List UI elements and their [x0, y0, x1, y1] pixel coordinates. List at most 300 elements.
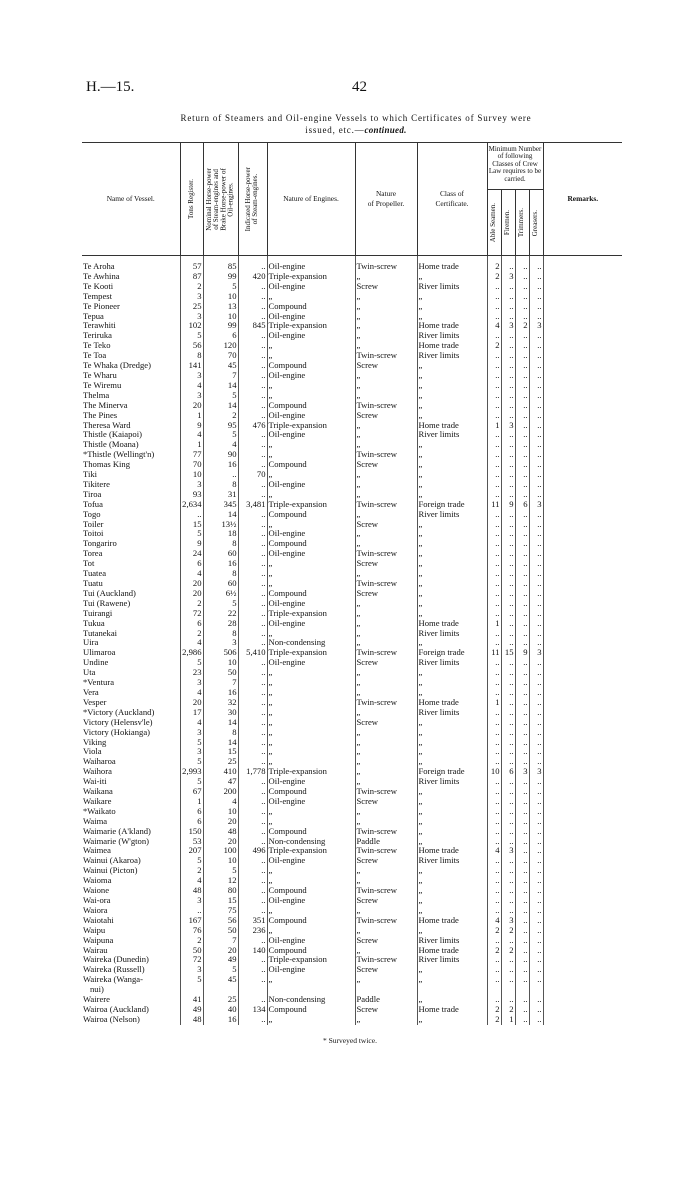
firemen-cell: .. [501, 708, 515, 718]
vessel-name-cell: Tiki [83, 470, 98, 480]
propeller-type-cell: „ [355, 678, 417, 688]
table-row [82, 430, 622, 440]
vessel-name-cell: Te Aroha [83, 261, 115, 271]
greasers-cell: .. [529, 688, 543, 698]
tons-register-cell: 2,993 [180, 767, 203, 777]
vessel-name-cell: Tuatu [83, 579, 103, 588]
remarks-cell [543, 757, 622, 767]
engine-type-cell [267, 985, 355, 995]
indicated-hp-cell: .. [238, 668, 267, 678]
tons-register-cell: 8 [180, 351, 203, 361]
firemen-cell: .. [501, 856, 515, 866]
indicated-hp-cell: 5,410 [238, 648, 267, 658]
nominal-hp-cell: 14 [203, 510, 238, 520]
greasers-cell: .. [529, 539, 543, 549]
tons-register-cell: 3 [180, 480, 203, 490]
indicated-hp-cell: .. [238, 351, 267, 361]
able-seamen-cell: 2 [487, 926, 501, 936]
certificate-class-cell: „ [417, 272, 487, 282]
table-row [82, 401, 622, 411]
certificate-class-cell: Home trade [417, 619, 487, 629]
trimmers-cell: .. [515, 965, 529, 975]
table-row [82, 876, 622, 886]
trimmers-cell: .. [515, 708, 529, 718]
tons-register-cell: 3 [180, 292, 203, 302]
table-row [82, 995, 622, 1005]
firemen-cell: .. [501, 866, 515, 876]
firemen-cell: .. [501, 430, 515, 440]
able-seamen-cell: .. [487, 599, 501, 609]
engine-type-cell: „ [267, 866, 355, 876]
certificate-class-cell: „ [417, 539, 487, 549]
vessel-name-cell: Waimea [83, 846, 111, 856]
firemen-cell: 1 [501, 1015, 515, 1025]
able-seamen-cell: .. [487, 292, 501, 302]
nominal-hp-cell: 15 [203, 747, 238, 757]
nominal-hp-cell: 5 [203, 391, 238, 401]
firemen-cell: .. [501, 955, 515, 965]
propeller-type-cell: „ [355, 331, 417, 341]
vessel-name-cell: Victory (Hokianga) [83, 727, 151, 737]
certificate-class-cell: Foreign trade [417, 648, 487, 658]
table-row [82, 450, 622, 460]
engine-type-cell: „ [267, 579, 355, 589]
certificate-class-cell: „ [417, 975, 487, 985]
col-header-trimmers: Trimmers. [517, 208, 526, 238]
vessel-name-cell: Theresa Ward [83, 420, 131, 430]
able-seamen-cell: .. [487, 747, 501, 757]
engine-type-cell: „ [267, 490, 355, 500]
table-row [82, 292, 622, 302]
greasers-cell: .. [529, 995, 543, 1005]
greasers-cell: .. [529, 609, 543, 619]
able-seamen-cell: 2 [487, 946, 501, 956]
engine-type-cell: „ [267, 351, 355, 361]
greasers-cell: .. [529, 708, 543, 718]
engine-type-cell: Oil-engine [267, 549, 355, 559]
vessel-name-cell: The Minerva [83, 400, 128, 410]
vessel-name-cell: Waione [83, 886, 110, 896]
able-seamen-cell: 11 [487, 648, 501, 658]
vessel-name-cell: Wairere [83, 995, 110, 1005]
remarks-cell [543, 807, 622, 817]
nominal-hp-cell: 14 [203, 718, 238, 728]
greasers-cell: 3 [529, 321, 543, 331]
indicated-hp-cell: 70 [238, 470, 267, 480]
engine-type-cell: Oil-engine [267, 312, 355, 322]
tons-register-cell: 6 [180, 619, 203, 629]
tons-register-cell: 4 [180, 381, 203, 391]
propeller-type-cell: „ [355, 302, 417, 312]
remarks-cell [543, 837, 622, 847]
propeller-type-cell: „ [355, 391, 417, 401]
engine-type-cell: Oil-engine [267, 619, 355, 629]
remarks-cell [543, 985, 622, 995]
able-seamen-cell: 2 [487, 1005, 501, 1015]
firemen-cell: .. [501, 569, 515, 579]
engine-type-cell: Oil-engine [267, 411, 355, 421]
greasers-cell: .. [529, 510, 543, 520]
able-seamen-cell: .. [487, 658, 501, 668]
indicated-hp-cell: .. [238, 995, 267, 1005]
certificate-class-cell: „ [417, 817, 487, 827]
engine-type-cell: „ [267, 629, 355, 639]
firemen-cell: .. [501, 510, 515, 520]
remarks-cell [543, 450, 622, 460]
remarks-cell [543, 381, 622, 391]
certificate-class-cell: Home trade [417, 916, 487, 926]
remarks-cell [543, 975, 622, 985]
tons-register-cell: 5 [180, 331, 203, 341]
engine-type-cell: „ [267, 975, 355, 985]
col-header-nominal-hp: Nominal Horse-power of Steam-engines and Brake Horse-power of Oil-engines. [205, 167, 235, 231]
engine-type-cell: „ [267, 926, 355, 936]
nominal-hp-cell: 16 [203, 559, 238, 569]
nominal-hp-cell: 30 [203, 708, 238, 718]
greasers-cell: 3 [529, 648, 543, 658]
indicated-hp-cell: .. [238, 965, 267, 975]
tons-register-cell: 20 [180, 698, 203, 708]
propeller-type-cell: „ [355, 490, 417, 500]
certificate-class-cell: „ [417, 450, 487, 460]
indicated-hp-cell: .. [238, 728, 267, 738]
trimmers-cell: .. [515, 381, 529, 391]
certificate-class-cell: River limits [417, 510, 487, 520]
propeller-type-cell: Twin-screw [355, 916, 417, 926]
able-seamen-cell: .. [487, 559, 501, 569]
vessel-name-cell: Te Kooti [83, 281, 114, 291]
engine-type-cell: Compound [267, 510, 355, 520]
propeller-type-cell: Twin-screw [355, 500, 417, 510]
nominal-hp-cell: 60 [203, 549, 238, 559]
propeller-type-cell: Screw [355, 896, 417, 906]
nominal-hp-cell: 5 [203, 430, 238, 440]
able-seamen-cell: .. [487, 629, 501, 639]
tons-register-cell: 76 [180, 926, 203, 936]
certificate-class-cell: River limits [417, 936, 487, 946]
engine-type-cell: „ [267, 470, 355, 480]
tons-register-cell: 9 [180, 539, 203, 549]
trimmers-cell: .. [515, 520, 529, 530]
remarks-cell [543, 936, 622, 946]
table-row [82, 500, 622, 510]
nominal-hp-cell: 10 [203, 292, 238, 302]
table-row [82, 559, 622, 569]
tons-register-cell: 5 [180, 856, 203, 866]
tons-register-cell [180, 985, 203, 995]
tons-register-cell: 5 [180, 658, 203, 668]
table-row [82, 282, 622, 292]
table-row [82, 529, 622, 539]
tons-register-cell: 25 [180, 302, 203, 312]
vessel-name-cell: *Ventura [83, 678, 115, 688]
firemen-cell: .. [501, 787, 515, 797]
table-row [82, 1005, 622, 1015]
engine-type-cell: „ [267, 688, 355, 698]
remarks-cell [543, 658, 622, 668]
nominal-hp-cell [203, 985, 238, 995]
remarks-cell [543, 995, 622, 1005]
nominal-hp-cell: 60 [203, 579, 238, 589]
vessel-name-cell: Tongariro [83, 539, 117, 549]
engine-type-cell: Oil-engine [267, 936, 355, 946]
indicated-hp-cell: .. [238, 549, 267, 559]
able-seamen-cell: .. [487, 371, 501, 381]
nominal-hp-cell: 15 [203, 896, 238, 906]
propeller-type-cell: „ [355, 777, 417, 787]
remarks-cell [543, 698, 622, 708]
propeller-type-cell: „ [355, 728, 417, 738]
certificate-class-cell: Home trade [417, 946, 487, 956]
engine-type-cell: Compound [267, 946, 355, 956]
firemen-cell [501, 985, 515, 995]
table-row [82, 1015, 622, 1025]
trimmers-cell: .. [515, 936, 529, 946]
certificate-class-cell: „ [417, 579, 487, 589]
remarks-cell [543, 787, 622, 797]
trimmers-cell: .. [515, 678, 529, 688]
firemen-cell: .. [501, 906, 515, 916]
trimmers-cell: .. [515, 539, 529, 549]
certificate-class-cell: „ [417, 638, 487, 648]
propeller-type-cell: „ [355, 341, 417, 351]
certificate-class-cell: River limits [417, 777, 487, 787]
remarks-cell [543, 965, 622, 975]
nominal-hp-cell: 95 [203, 421, 238, 431]
able-seamen-cell: .. [487, 886, 501, 896]
indicated-hp-cell: .. [238, 837, 267, 847]
engine-type-cell: Oil-engine [267, 331, 355, 341]
propeller-type-cell: „ [355, 817, 417, 827]
certificate-class-cell: River limits [417, 331, 487, 341]
trimmers-cell: .. [515, 658, 529, 668]
indicated-hp-cell: .. [238, 256, 267, 272]
remarks-cell [543, 678, 622, 688]
table-row [82, 886, 622, 896]
table-row [82, 916, 622, 926]
greasers-cell: .. [529, 391, 543, 401]
nominal-hp-cell: 7 [203, 936, 238, 946]
table-row [82, 817, 622, 827]
trimmers-cell: .. [515, 450, 529, 460]
engine-type-cell: „ [267, 738, 355, 748]
remarks-cell [543, 827, 622, 837]
indicated-hp-cell: .. [238, 480, 267, 490]
trimmers-cell: .. [515, 371, 529, 381]
vessel-name-cell: Te Teko [83, 341, 111, 351]
able-seamen-cell: 2 [487, 256, 501, 272]
able-seamen-cell: .. [487, 797, 501, 807]
firemen-cell: .. [501, 450, 515, 460]
trimmers-cell: .. [515, 619, 529, 629]
nominal-hp-cell: 10 [203, 856, 238, 866]
greasers-cell: .. [529, 371, 543, 381]
greasers-cell: .. [529, 430, 543, 440]
nominal-hp-cell: 47 [203, 777, 238, 787]
remarks-cell [543, 579, 622, 589]
certificate-class-cell: „ [417, 559, 487, 569]
indicated-hp-cell: .. [238, 698, 267, 708]
table-row [82, 896, 622, 906]
greasers-cell: .. [529, 757, 543, 767]
col-header-able-seamen: Able Seamen. [489, 203, 498, 243]
vessel-name-cell: Waipuna [83, 935, 114, 945]
greasers-cell: .. [529, 747, 543, 757]
propeller-type-cell: Screw [355, 1005, 417, 1015]
able-seamen-cell: .. [487, 827, 501, 837]
able-seamen-cell: .. [487, 430, 501, 440]
engine-type-cell: „ [267, 450, 355, 460]
able-seamen-cell: 11 [487, 500, 501, 510]
remarks-cell [543, 569, 622, 579]
vessel-name-cell: Wairau [83, 945, 108, 955]
col-header-crew: Minimum Number of following Classes of Crew Law requires to be carried. [487, 143, 543, 190]
nominal-hp-cell: 48 [203, 827, 238, 837]
table-row [82, 648, 622, 658]
tons-register-cell: 4 [180, 569, 203, 579]
tons-register-cell: 1 [180, 440, 203, 450]
vessel-name-cell: Uta [83, 668, 96, 678]
vessel-name-cell: Wai-ora [83, 896, 111, 905]
greasers-cell: .. [529, 797, 543, 807]
engine-type-cell: „ [267, 757, 355, 767]
greasers-cell: .. [529, 520, 543, 530]
vessel-name-cell: Tikitere [83, 479, 110, 489]
trimmers-cell: .. [515, 817, 529, 827]
certificate-class-cell: „ [417, 599, 487, 609]
engine-type-cell: Compound [267, 886, 355, 896]
trimmers-cell: .. [515, 490, 529, 500]
vessel-name-cell: Togo [83, 509, 101, 519]
greasers-cell: .. [529, 331, 543, 341]
remarks-cell [543, 321, 622, 331]
tons-register-cell: 87 [180, 272, 203, 282]
propeller-type-cell: „ [355, 767, 417, 777]
firemen-cell: .. [501, 797, 515, 807]
certificate-class-cell: River limits [417, 351, 487, 361]
engine-type-cell: „ [267, 569, 355, 579]
trimmers-cell: .. [515, 302, 529, 312]
table-row [82, 846, 622, 856]
engine-type-cell: „ [267, 817, 355, 827]
certificate-class-cell: „ [417, 589, 487, 599]
col-header-name: Name of Vessel. [82, 143, 180, 256]
greasers-cell: .. [529, 292, 543, 302]
vessel-name-cell: *Victory (Auckland) [83, 707, 155, 717]
greasers-cell: .. [529, 351, 543, 361]
able-seamen-cell: .. [487, 539, 501, 549]
col-header-tons: Tons Register. [186, 179, 195, 219]
greasers-cell: .. [529, 658, 543, 668]
nominal-hp-cell: 8 [203, 539, 238, 549]
firemen-cell: .. [501, 401, 515, 411]
engine-type-cell: Compound [267, 787, 355, 797]
certificate-class-cell: „ [417, 411, 487, 421]
trimmers-cell: .. [515, 292, 529, 302]
certificate-class-cell: „ [417, 837, 487, 847]
nominal-hp-cell: 5 [203, 965, 238, 975]
engine-type-cell: Oil-engine [267, 599, 355, 609]
col-header-greasers: Greasers. [531, 209, 540, 236]
certificate-class-cell: „ [417, 1015, 487, 1025]
remarks-cell [543, 886, 622, 896]
table-row [82, 381, 622, 391]
indicated-hp-cell: .. [238, 638, 267, 648]
tons-register-cell: 5 [180, 975, 203, 985]
able-seamen-cell: .. [487, 579, 501, 589]
propeller-type-cell: „ [355, 629, 417, 639]
nominal-hp-cell: 90 [203, 450, 238, 460]
remarks-cell [543, 256, 622, 272]
trimmers-cell: .. [515, 331, 529, 341]
vessel-name-cell: Te Pioneer [83, 301, 120, 311]
trimmers-cell: .. [515, 589, 529, 599]
greasers-cell: .. [529, 599, 543, 609]
vessel-name-cell: Waiora [83, 905, 108, 915]
able-seamen-cell: .. [487, 549, 501, 559]
firemen-cell: .. [501, 490, 515, 500]
engine-type-cell: Compound [267, 401, 355, 411]
indicated-hp-cell: .. [238, 797, 267, 807]
remarks-cell [543, 638, 622, 648]
indicated-hp-cell: .. [238, 827, 267, 837]
table-row [82, 668, 622, 678]
nominal-hp-cell: 75 [203, 906, 238, 916]
nominal-hp-cell: 50 [203, 926, 238, 936]
nominal-hp-cell: 45 [203, 975, 238, 985]
propeller-type-cell: Screw [355, 411, 417, 421]
indicated-hp-cell: .. [238, 896, 267, 906]
table-row [82, 965, 622, 975]
propeller-type-cell: „ [355, 926, 417, 936]
col-header-propeller: Nature of Propeller. [355, 143, 417, 256]
able-seamen-cell: .. [487, 589, 501, 599]
firemen-cell: .. [501, 256, 515, 272]
firemen-cell: 2 [501, 926, 515, 936]
able-seamen-cell: .. [487, 480, 501, 490]
remarks-cell [543, 797, 622, 807]
greasers-cell: .. [529, 817, 543, 827]
certificate-class-cell: „ [417, 381, 487, 391]
greasers-cell: .. [529, 282, 543, 292]
tons-register-cell: 77 [180, 450, 203, 460]
vessel-name-cell: Toitoi [83, 529, 104, 539]
indicated-hp-cell: .. [238, 450, 267, 460]
greasers-cell: .. [529, 946, 543, 956]
table-row [82, 480, 622, 490]
propeller-type-cell: „ [355, 906, 417, 916]
engine-type-cell: Triple-expansion [267, 648, 355, 658]
certificate-class-cell: Home trade [417, 321, 487, 331]
nominal-hp-cell: 25 [203, 995, 238, 1005]
vessel-name-cell: Waipu [83, 925, 106, 935]
firemen-cell: .. [501, 440, 515, 450]
table-row [82, 579, 622, 589]
greasers-cell: .. [529, 886, 543, 896]
firemen-cell: .. [501, 738, 515, 748]
engine-type-cell: „ [267, 292, 355, 302]
propeller-type-cell: Twin-screw [355, 886, 417, 896]
nominal-hp-cell: 56 [203, 916, 238, 926]
engine-type-cell: Oil-engine [267, 480, 355, 490]
col-header-indicated-hp: Indicated Horse-power of Steam-engines. [244, 166, 260, 232]
certificate-class-cell: River limits [417, 430, 487, 440]
able-seamen-cell: .. [487, 440, 501, 450]
vessel-name-cell: Tuirangi [83, 608, 113, 618]
table-row [82, 629, 622, 639]
trimmers-cell: .. [515, 807, 529, 817]
certificate-class-cell: „ [417, 490, 487, 500]
